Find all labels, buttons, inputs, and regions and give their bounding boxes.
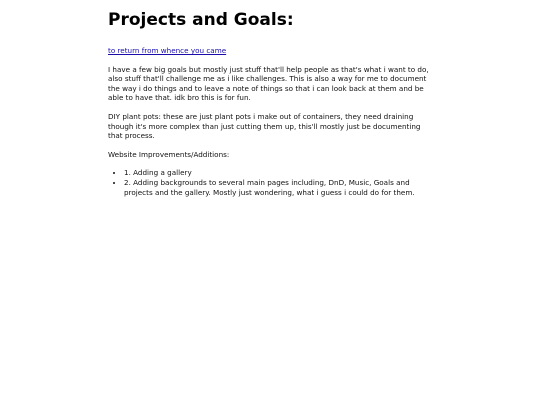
website-improvements-list bbox=[108, 168, 430, 197]
back-link[interactable]: to return from whence you came bbox=[108, 46, 227, 55]
website-improvements-heading: Website Improvements/Additions: bbox=[108, 149, 230, 159]
list-item: • 2. Adding backgrounds to several main pages including, DnD, Music, Goals and projects and the gallery. Mostly just wondering, what i guess i could do for them. bbox=[124, 178, 430, 197]
back-link-container bbox=[108, 43, 430, 56]
page-title: Projects and Goals: bbox=[108, 10, 294, 30]
list-item: • 1. Adding a gallery bbox=[124, 168, 430, 178]
plant-pots-paragraph: DIY plant pots: these are just plant pots i make out of containers, they need draining though it's more complex than just cutting them up, this'll mostly just be documenting that process. bbox=[108, 111, 421, 141]
main-content bbox=[108, 10, 430, 197]
intro-paragraph: I have a few big goals but mostly just stuff that'll help people as that's what i want to do, also stuff that'll challenge me as i like challenges. This is also a way for me to document the way i do things and to leave a note of things so that i can look back at them and be able to have that. idk bro this is for fun. bbox=[108, 64, 429, 103]
